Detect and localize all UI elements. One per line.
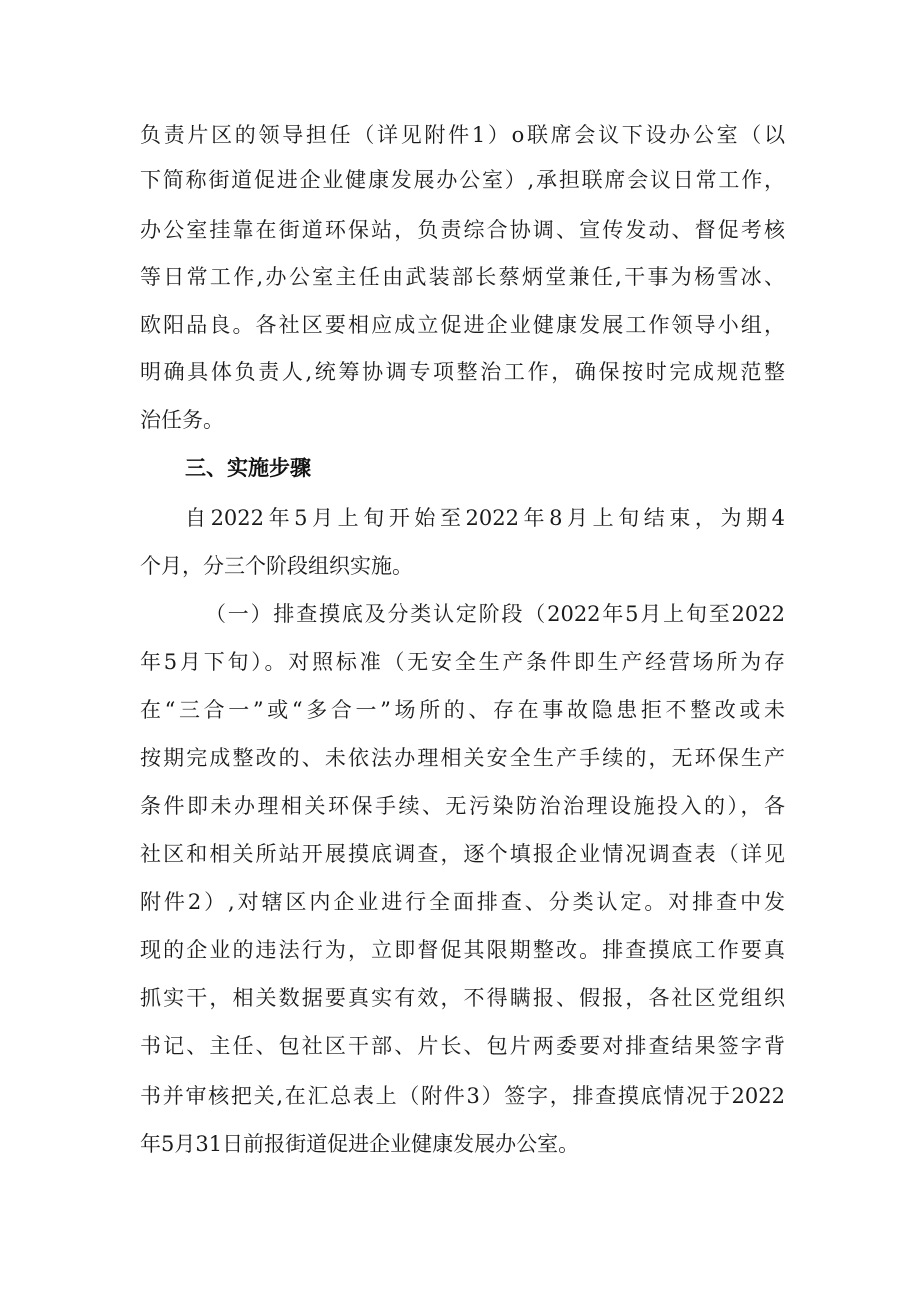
section-heading-implementation-steps: 三、实施步骤 [185,456,311,480]
paragraph3-line-2: 年5月下旬）。对照标准（无安全生产条件即生产经营场所为存 [140,650,785,674]
paragraph3-line-8: 现的企业的违法行为，立即督促其限期整改。排查摸底工作要真 [140,938,785,962]
paragraph3-line-4: 按期完成整改的、未依法办理相关安全生产手续的，无环保生产 [140,746,785,770]
paragraph3-line-6: 社区和相关所站开展摸底调查，逐个填报企业情况调查表（详见 [140,842,785,866]
paragraph1-line-4: 等日常工作,办公室主任由武装部长蔡炳堂兼任,干事为杨雪冰、 [140,265,785,289]
paragraph2-line-2: 个月，分三个阶段组织实施。 [140,554,413,578]
paragraph3-line-1: （一）排查摸底及分类认定阶段（2022年5月上旬至2022 [205,602,785,626]
paragraph1-line-2: 下简称街道促进企业健康发展办公室）,承担联席会议日常工作， [140,168,785,192]
paragraph1-line-7: 治任务。 [140,408,224,432]
paragraph3-line-12: 年5月31日前报街道促进企业健康发展办公室。 [140,1132,580,1156]
paragraph1-line-3: 办公室挂靠在街道环保站，负责综合协调、宣传发动、督促考核 [140,218,785,242]
paragraph1-line-1: 负责片区的领导担任（详见附件1）o联席会议下设办公室（以 [140,123,785,147]
paragraph2-line-1: 自2022年5月上旬开始至2022年8月上旬结束，为期4 [185,506,785,530]
paragraph3-line-9: 抓实干，相关数据要真实有效，不得瞒报、假报，各社区党组织 [140,986,785,1010]
paragraph3-line-11: 书并审核把关,在汇总表上（附件3）签字，排查摸底情况于2022 [140,1084,785,1108]
paragraph3-line-10: 书记、主任、包社区干部、片长、包片两委要对排查结果签字背 [140,1034,785,1058]
paragraph1-line-6: 明确具体负责人,统筹协调专项整治工作，确保按时完成规范整 [140,360,785,384]
paragraph3-line-5: 条件即未办理相关环保手续、无污染防治治理设施投入的），各 [140,794,785,818]
paragraph3-line-3: 在“三合一”或“多合一”场所的、存在事故隐患拒不整改或未 [140,698,785,722]
paragraph1-line-5: 欧阳品良。各社区要相应成立促进企业健康发展工作领导小组， [140,313,785,337]
paragraph3-line-7: 附件2）,对辖区内企业进行全面排查、分类认定。对排查中发 [140,890,785,914]
